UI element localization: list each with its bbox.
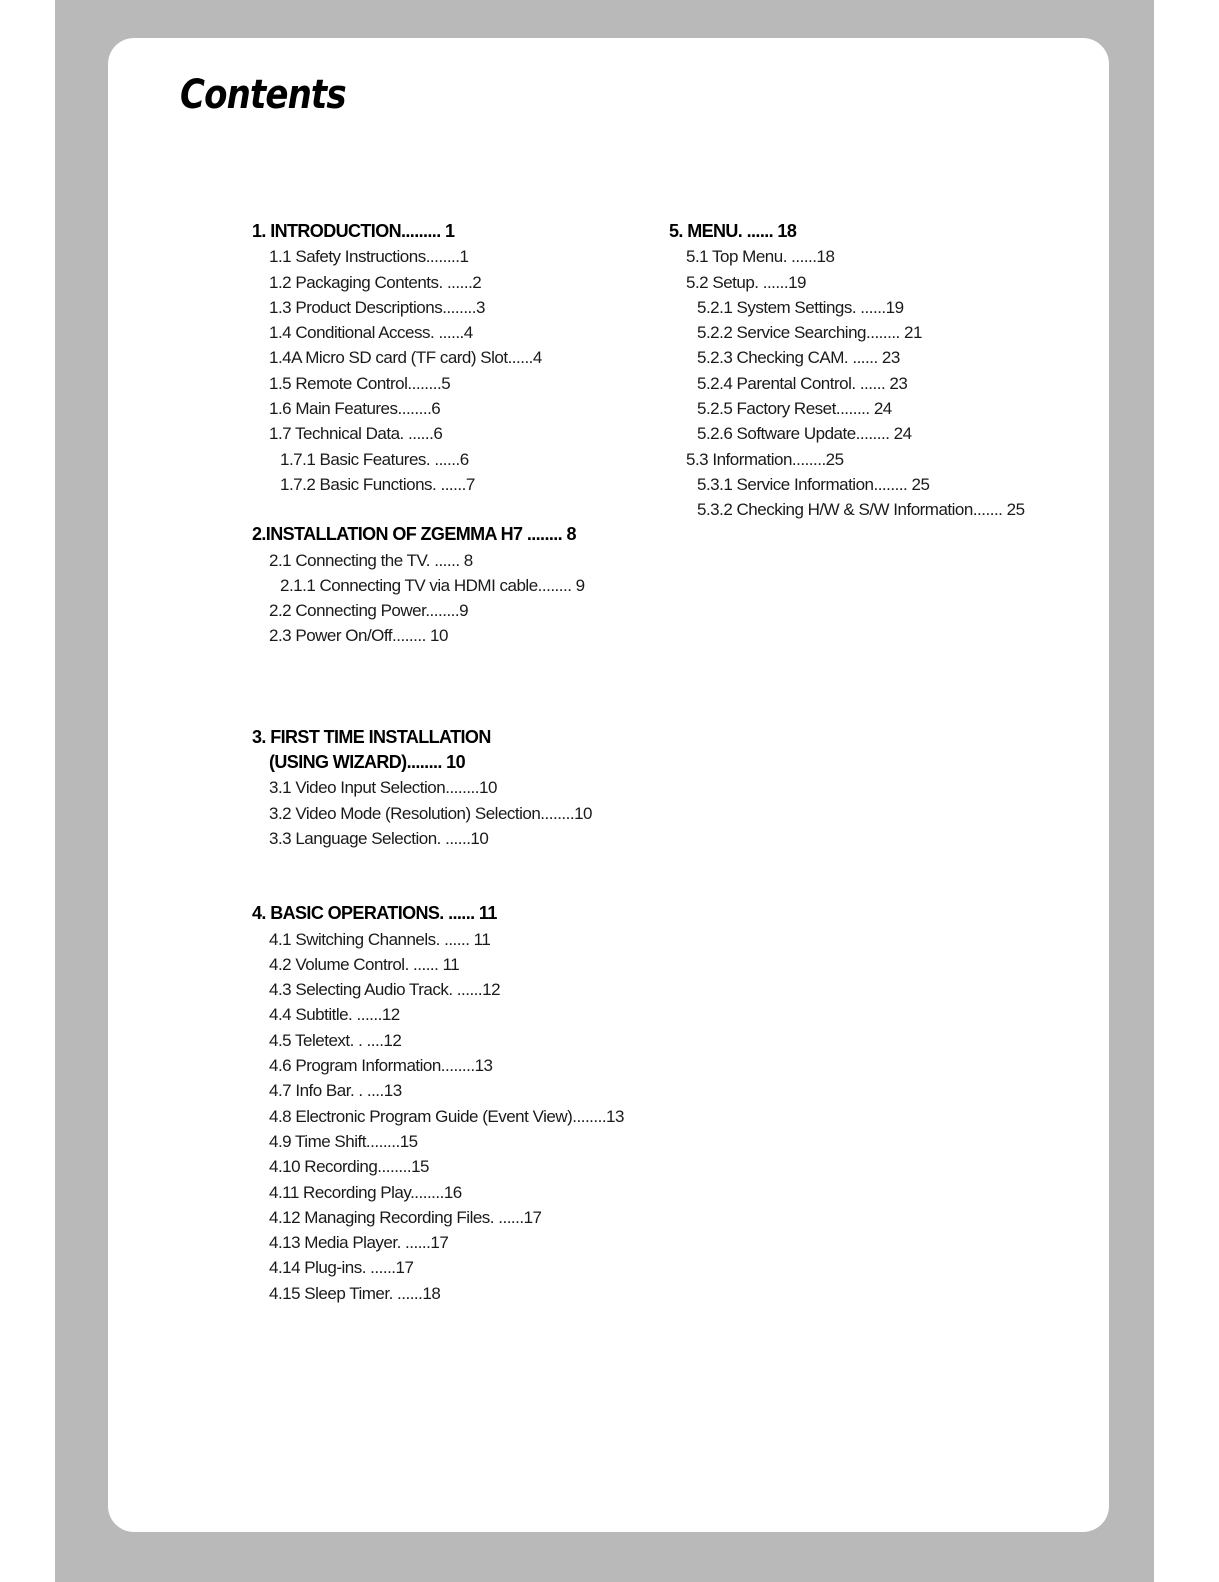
toc-entry[interactable]: 2.1.1 Connecting TV via HDMI cable........ 9 <box>280 575 585 595</box>
toc-entry[interactable]: 4.6 Program Information........13 <box>269 1056 493 1076</box>
toc-left-column <box>252 219 632 1306</box>
toc-heading[interactable]: 1. INTRODUCTION......... 1 <box>252 221 455 241</box>
toc-section-first-time-installation <box>252 725 632 851</box>
toc-entry[interactable]: 5.2 Setup. ......19 <box>686 272 806 292</box>
toc-entry[interactable]: 5.1 Top Menu. ......18 <box>686 247 835 267</box>
toc-entry[interactable]: 4.5 Teletext. . ....12 <box>269 1030 402 1050</box>
toc-entry[interactable]: 1.7.1 Basic Features. ......6 <box>280 449 469 469</box>
toc-entry[interactable]: 1.7 Technical Data. ......6 <box>269 424 443 444</box>
toc-section-installation <box>252 522 632 648</box>
toc-entry[interactable]: 2.1 Connecting the TV. ...... 8 <box>269 550 473 570</box>
toc-entry[interactable]: 3.1 Video Input Selection........10 <box>269 778 497 798</box>
toc-entry[interactable]: 2.2 Connecting Power........9 <box>269 601 469 621</box>
toc-right-column <box>669 219 1049 523</box>
toc-entry[interactable]: 1.7.2 Basic Functions. ......7 <box>280 474 475 494</box>
toc-heading[interactable]: 2.INSTALLATION OF ZGEMMA H7 ........ 8 <box>252 524 576 545</box>
toc-entry[interactable]: 1.2 Packaging Contents. ......2 <box>269 272 482 292</box>
toc-entry[interactable]: 5.2.4 Parental Control. ...... 23 <box>697 373 908 393</box>
toc-entry[interactable]: 4.11 Recording Play........16 <box>269 1182 462 1202</box>
toc-entry[interactable]: 5.2.2 Service Searching........ 21 <box>697 323 922 343</box>
toc-entry[interactable]: 4.7 Info Bar. . ....13 <box>269 1081 402 1101</box>
toc-entry[interactable]: 4.12 Managing Recording Files. ......17 <box>269 1207 542 1227</box>
toc-heading[interactable]: 4. BASIC OPERATIONS. ...... 11 <box>252 903 497 924</box>
toc-entry[interactable]: 1.4 Conditional Access. ......4 <box>269 323 473 343</box>
toc-entry[interactable]: 2.3 Power On/Off........ 10 <box>269 626 448 646</box>
toc-entry[interactable]: 5.2.3 Checking CAM. ...... 23 <box>697 348 900 368</box>
toc-entry[interactable]: 1.1 Safety Instructions........1 <box>269 247 469 267</box>
toc-entry[interactable]: 4.4 Subtitle. ......12 <box>269 1005 400 1025</box>
toc-heading[interactable]: (USING WIZARD)........ 10 <box>269 752 466 773</box>
toc-section-menu <box>669 219 1049 523</box>
toc-entry[interactable]: 4.10 Recording........15 <box>269 1157 429 1177</box>
toc-entry[interactable]: 4.15 Sleep Timer. ......18 <box>269 1283 441 1303</box>
toc-entry[interactable]: 3.3 Language Selection. ......10 <box>269 828 489 848</box>
toc-entry[interactable]: 3.2 Video Mode (Resolution) Selection........10 <box>269 803 592 823</box>
toc-entry[interactable]: 5.2.6 Software Update........ 24 <box>697 424 912 444</box>
toc-entry[interactable]: 5.2.5 Factory Reset........ 24 <box>697 399 892 419</box>
toc-entry[interactable]: 4.1 Switching Channels. ...... 11 <box>269 929 491 949</box>
toc-entry[interactable]: 4.14 Plug-ins. ......17 <box>269 1258 414 1278</box>
toc-section-basic-operations <box>252 901 632 1306</box>
toc-entry[interactable]: 4.3 Selecting Audio Track. ......12 <box>269 980 501 1000</box>
toc-entry[interactable]: 4.8 Electronic Program Guide (Event View)........13 <box>269 1106 624 1126</box>
toc-entry[interactable]: 5.3.2 Checking H/W & S/W Information....... 25 <box>697 500 1025 520</box>
toc-entry[interactable]: 1.4A Micro SD card (TF card) Slot......4 <box>269 348 542 368</box>
toc-heading[interactable]: 3. FIRST TIME INSTALLATION <box>252 726 491 747</box>
toc-entry[interactable]: 1.3 Product Descriptions........3 <box>269 297 485 317</box>
toc-entry[interactable]: 1.6 Main Features........6 <box>269 399 441 419</box>
toc-entry[interactable]: 4.9 Time Shift........15 <box>269 1131 418 1151</box>
toc-entry[interactable]: 5.3.1 Service Information........ 25 <box>697 474 930 494</box>
toc-entry[interactable]: 4.2 Volume Control. ...... 11 <box>269 954 460 974</box>
toc-heading[interactable]: 5. MENU. ...... 18 <box>669 221 797 241</box>
toc-entry[interactable]: 5.2.1 System Settings. ......19 <box>697 297 904 317</box>
toc-entry[interactable]: 4.13 Media Player. ......17 <box>269 1233 449 1253</box>
toc-entry[interactable]: 5.3 Information........25 <box>686 449 844 469</box>
toc-section-introduction <box>252 219 632 497</box>
toc-entry[interactable]: 1.5 Remote Control........5 <box>269 373 451 393</box>
page-title: Contents <box>180 72 346 118</box>
